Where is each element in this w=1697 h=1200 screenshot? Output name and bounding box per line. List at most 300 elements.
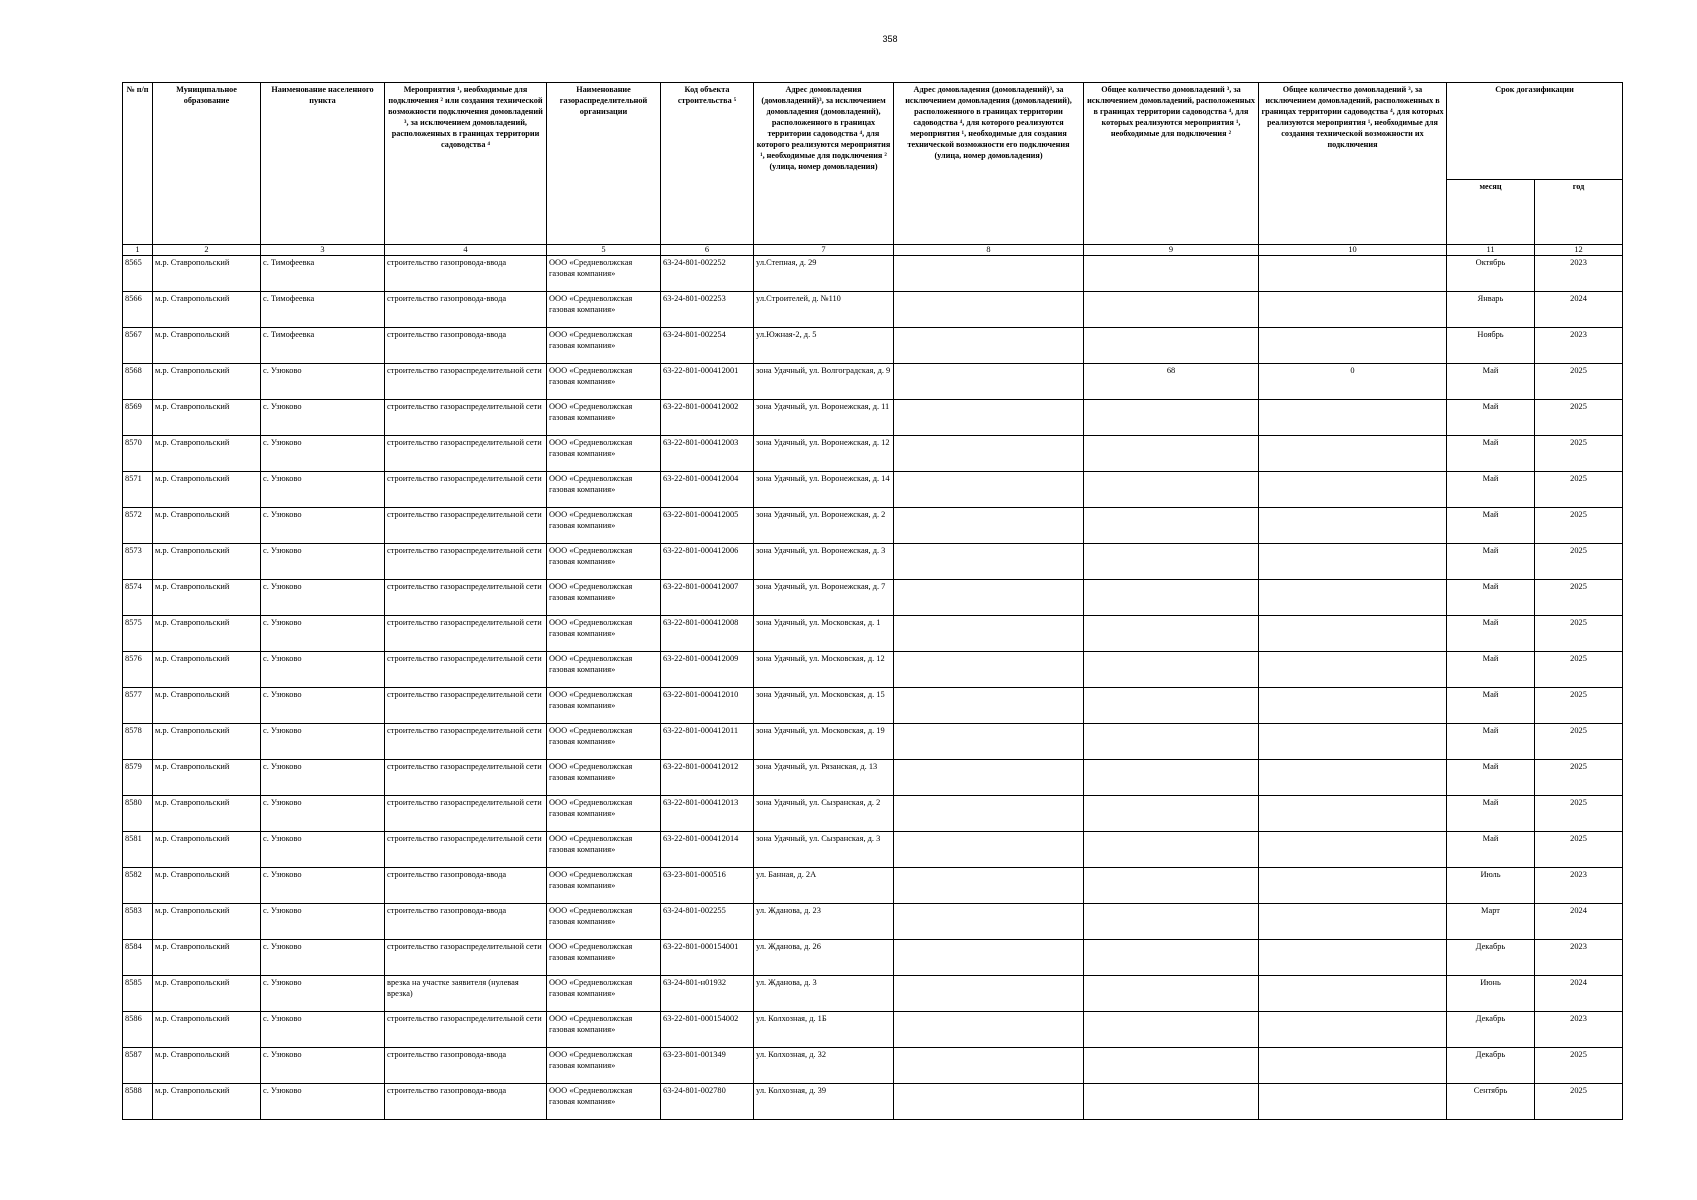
organization-cell: ООО «Средневолжская газовая компания» (547, 868, 661, 904)
count-connection-cell (1084, 688, 1259, 724)
header-object-code: Код объекта строительства ⁵ (661, 83, 754, 245)
organization-cell: ООО «Средневолжская газовая компания» (547, 508, 661, 544)
header-count-capability: Общее количество домовладений ³, за исключением домовладений, расположенных в границах территории садоводства ⁴, для которых реализуются мероприятия ¹, необходимые для создания технической возможности их подключения (1259, 83, 1447, 245)
month-cell: Январь (1447, 292, 1535, 328)
address2-cell (894, 292, 1084, 328)
object-code-cell: 63-22-801-000412010 (661, 688, 754, 724)
address2-cell (894, 436, 1084, 472)
table-row (123, 868, 1623, 904)
row-number: 8577 (123, 688, 153, 724)
address-cell: ул. Жданова, д. 23 (754, 904, 894, 940)
column-number: 3 (261, 245, 385, 256)
month-cell: Май (1447, 436, 1535, 472)
municipality-cell: м.р. Ставропольский (153, 724, 261, 760)
year-cell: 2023 (1535, 1012, 1623, 1048)
object-code-cell: 63-22-801-000154001 (661, 940, 754, 976)
event-cell: строительство газопровода-ввода (385, 1048, 547, 1084)
settlement-cell: с. Узюково (261, 760, 385, 796)
object-code-cell: 63-22-801-000154002 (661, 1012, 754, 1048)
row-number: 8588 (123, 1084, 153, 1120)
count-connection-cell (1084, 1084, 1259, 1120)
address2-cell (894, 508, 1084, 544)
organization-cell: ООО «Средневолжская газовая компания» (547, 940, 661, 976)
settlement-cell: с. Узюково (261, 940, 385, 976)
organization-cell: ООО «Средневолжская газовая компания» (547, 472, 661, 508)
header-organization: Наименование газораспределительной организации (547, 83, 661, 245)
address2-cell (894, 796, 1084, 832)
address2-cell (894, 832, 1084, 868)
row-number: 8567 (123, 328, 153, 364)
count-connection-cell (1084, 616, 1259, 652)
settlement-cell: с. Тимофеевка (261, 256, 385, 292)
event-cell: строительство газораспределительной сети (385, 832, 547, 868)
event-cell: врезка на участке заявителя (нулевая врезка) (385, 976, 547, 1012)
count-capability-cell (1259, 652, 1447, 688)
municipality-cell: м.р. Ставропольский (153, 364, 261, 400)
municipality-cell: м.р. Ставропольский (153, 544, 261, 580)
header-month: месяц (1447, 180, 1535, 245)
month-cell: Ноябрь (1447, 328, 1535, 364)
organization-cell: ООО «Средневолжская газовая компания» (547, 436, 661, 472)
municipality-cell: м.р. Ставропольский (153, 940, 261, 976)
year-cell: 2025 (1535, 652, 1623, 688)
row-number: 8580 (123, 796, 153, 832)
column-number: 5 (547, 245, 661, 256)
table-row (123, 652, 1623, 688)
count-connection-cell (1084, 940, 1259, 976)
year-cell: 2023 (1535, 256, 1623, 292)
organization-cell: ООО «Средневолжская газовая компания» (547, 616, 661, 652)
year-cell: 2025 (1535, 1084, 1623, 1120)
count-capability-cell (1259, 1012, 1447, 1048)
count-connection-cell (1084, 508, 1259, 544)
event-cell: строительство газораспределительной сети (385, 364, 547, 400)
event-cell: строительство газораспределительной сети (385, 508, 547, 544)
event-cell: строительство газораспределительной сети (385, 688, 547, 724)
count-connection-cell (1084, 292, 1259, 328)
settlement-cell: с. Тимофеевка (261, 292, 385, 328)
municipality-cell: м.р. Ставропольский (153, 796, 261, 832)
event-cell: строительство газораспределительной сети (385, 616, 547, 652)
count-connection-cell (1084, 904, 1259, 940)
settlement-cell: с. Узюково (261, 1048, 385, 1084)
year-cell: 2025 (1535, 1048, 1623, 1084)
month-cell: Май (1447, 688, 1535, 724)
header-year: год (1535, 180, 1623, 245)
object-code-cell: 63-22-801-000412011 (661, 724, 754, 760)
object-code-cell: 63-24-801-002255 (661, 904, 754, 940)
table-row (123, 580, 1623, 616)
address-cell: ул. Колхозная, д. 32 (754, 1048, 894, 1084)
event-cell: строительство газопровода-ввода (385, 256, 547, 292)
address-cell: зона Удачный, ул. Сызранская, д. 3 (754, 832, 894, 868)
table-row (123, 1012, 1623, 1048)
settlement-cell: с. Узюково (261, 832, 385, 868)
address2-cell (894, 328, 1084, 364)
municipality-cell: м.р. Ставропольский (153, 760, 261, 796)
organization-cell: ООО «Средневолжская газовая компания» (547, 832, 661, 868)
settlement-cell: с. Узюково (261, 508, 385, 544)
column-number: 1 (123, 245, 153, 256)
organization-cell: ООО «Средневолжская газовая компания» (547, 580, 661, 616)
count-connection-cell (1084, 796, 1259, 832)
table-row (123, 400, 1623, 436)
address-cell: зона Удачный, ул. Воронежская, д. 3 (754, 544, 894, 580)
municipality-cell: м.р. Ставропольский (153, 688, 261, 724)
year-cell: 2025 (1535, 508, 1623, 544)
address-cell: зона Удачный, ул. Сызранская, д. 2 (754, 796, 894, 832)
row-number: 8573 (123, 544, 153, 580)
municipality-cell: м.р. Ставропольский (153, 292, 261, 328)
table-row (123, 328, 1623, 364)
object-code-cell: 63-22-801-000412005 (661, 508, 754, 544)
year-cell: 2025 (1535, 364, 1623, 400)
count-connection-cell (1084, 328, 1259, 364)
object-code-cell: 63-22-801-000412001 (661, 364, 754, 400)
object-code-cell: 63-24-801-002252 (661, 256, 754, 292)
count-capability-cell (1259, 760, 1447, 796)
page-number: 358 (882, 34, 898, 44)
address2-cell (894, 760, 1084, 796)
table-body (123, 256, 1623, 1120)
count-connection-cell (1084, 1012, 1259, 1048)
count-connection-cell (1084, 652, 1259, 688)
row-number: 8571 (123, 472, 153, 508)
organization-cell: ООО «Средневолжская газовая компания» (547, 976, 661, 1012)
row-number: 8583 (123, 904, 153, 940)
table-row (123, 544, 1623, 580)
row-number: 8585 (123, 976, 153, 1012)
object-code-cell: 63-22-801-000412013 (661, 796, 754, 832)
row-number: 8586 (123, 1012, 153, 1048)
municipality-cell: м.р. Ставропольский (153, 328, 261, 364)
header-deadline: Срок догазификации (1447, 83, 1623, 180)
month-cell: Май (1447, 544, 1535, 580)
municipality-cell: м.р. Ставропольский (153, 1012, 261, 1048)
count-capability-cell (1259, 832, 1447, 868)
count-capability-cell (1259, 580, 1447, 616)
settlement-cell: с. Узюково (261, 580, 385, 616)
object-code-cell: 63-24-801-002780 (661, 1084, 754, 1120)
event-cell: строительство газораспределительной сети (385, 544, 547, 580)
organization-cell: ООО «Средневолжская газовая компания» (547, 724, 661, 760)
object-code-cell: 63-22-801-000412004 (661, 472, 754, 508)
header-address-capability: Адрес домовладения (домовладений)³, за исключением домовладения (домовладений), расположенного в границах территории садоводства ⁴, для которого реализуются мероприятия ¹, необходимые для создания технической возможности его подключения (улица, номер домовладения) (894, 83, 1084, 245)
event-cell: строительство газопровода-ввода (385, 868, 547, 904)
address-cell: зона Удачный, ул. Московская, д. 19 (754, 724, 894, 760)
object-code-cell: 63-24-801-н01932 (661, 976, 754, 1012)
event-cell: строительство газопровода-ввода (385, 292, 547, 328)
address-cell: зона Удачный, ул. Московская, д. 12 (754, 652, 894, 688)
object-code-cell: 63-22-801-000412006 (661, 544, 754, 580)
column-number: 7 (754, 245, 894, 256)
count-capability-cell (1259, 544, 1447, 580)
settlement-cell: с. Узюково (261, 724, 385, 760)
organization-cell: ООО «Средневолжская газовая компания» (547, 1012, 661, 1048)
row-number: 8574 (123, 580, 153, 616)
header-settlement: Наименование населенного пункта (261, 83, 385, 245)
event-cell: строительство газораспределительной сети (385, 760, 547, 796)
municipality-cell: м.р. Ставропольский (153, 868, 261, 904)
address-cell: зона Удачный, ул. Волгоградская, д. 9 (754, 364, 894, 400)
row-number: 8570 (123, 436, 153, 472)
table-row (123, 364, 1623, 400)
address2-cell (894, 652, 1084, 688)
year-cell: 2023 (1535, 868, 1623, 904)
count-capability-cell (1259, 436, 1447, 472)
table-row (123, 688, 1623, 724)
address2-cell (894, 400, 1084, 436)
year-cell: 2025 (1535, 400, 1623, 436)
year-cell: 2023 (1535, 940, 1623, 976)
column-number: 10 (1259, 245, 1447, 256)
settlement-cell: с. Узюково (261, 652, 385, 688)
month-cell: Декабрь (1447, 1012, 1535, 1048)
year-cell: 2024 (1535, 976, 1623, 1012)
month-cell: Май (1447, 400, 1535, 436)
object-code-cell: 63-23-801-001349 (661, 1048, 754, 1084)
event-cell: строительство газораспределительной сети (385, 724, 547, 760)
month-cell: Май (1447, 652, 1535, 688)
organization-cell: ООО «Средневолжская газовая компания» (547, 1084, 661, 1120)
address2-cell (894, 472, 1084, 508)
month-cell: Май (1447, 724, 1535, 760)
count-capability-cell (1259, 868, 1447, 904)
organization-cell: ООО «Средневолжская газовая компания» (547, 1048, 661, 1084)
address-cell: зона Удачный, ул. Рязанская, д. 13 (754, 760, 894, 796)
count-capability-cell (1259, 400, 1447, 436)
month-cell: Май (1447, 796, 1535, 832)
month-cell: Июнь (1447, 976, 1535, 1012)
settlement-cell: с. Узюково (261, 544, 385, 580)
row-number: 8576 (123, 652, 153, 688)
year-cell: 2025 (1535, 544, 1623, 580)
row-number: 8578 (123, 724, 153, 760)
object-code-cell: 63-22-801-000412012 (661, 760, 754, 796)
table-row (123, 760, 1623, 796)
municipality-cell: м.р. Ставропольский (153, 904, 261, 940)
header-address-connection: Адрес домовладения (домовладений)³, за исключением домовладения (домовладений), расположенного в границах территории садоводства ⁴, для которого реализуются мероприятия ¹, необходимые для подключения ² (улица, номер домовладения) (754, 83, 894, 245)
table-row (123, 940, 1623, 976)
month-cell: Октябрь (1447, 256, 1535, 292)
count-capability-cell (1259, 940, 1447, 976)
month-cell: Май (1447, 580, 1535, 616)
year-cell: 2024 (1535, 904, 1623, 940)
month-cell: Май (1447, 616, 1535, 652)
count-connection-cell (1084, 436, 1259, 472)
settlement-cell: с. Узюково (261, 688, 385, 724)
month-cell: Июль (1447, 868, 1535, 904)
count-connection-cell (1084, 760, 1259, 796)
row-number: 8568 (123, 364, 153, 400)
settlement-cell: с. Узюково (261, 616, 385, 652)
row-number: 8581 (123, 832, 153, 868)
object-code-cell: 63-22-801-000412002 (661, 400, 754, 436)
municipality-cell: м.р. Ставропольский (153, 436, 261, 472)
year-cell: 2025 (1535, 724, 1623, 760)
gasification-table (122, 82, 1623, 1120)
settlement-cell: с. Узюково (261, 1084, 385, 1120)
municipality-cell: м.р. Ставропольский (153, 976, 261, 1012)
count-capability-cell (1259, 796, 1447, 832)
address2-cell (894, 724, 1084, 760)
event-cell: строительство газопровода-ввода (385, 1084, 547, 1120)
year-cell: 2025 (1535, 796, 1623, 832)
settlement-cell: с. Узюково (261, 796, 385, 832)
month-cell: Май (1447, 472, 1535, 508)
table-row (123, 976, 1623, 1012)
month-cell: Март (1447, 904, 1535, 940)
count-capability-cell (1259, 688, 1447, 724)
row-number: 8587 (123, 1048, 153, 1084)
address2-cell (894, 976, 1084, 1012)
year-cell: 2025 (1535, 436, 1623, 472)
year-cell: 2025 (1535, 688, 1623, 724)
table-row (123, 904, 1623, 940)
year-cell: 2023 (1535, 328, 1623, 364)
organization-cell: ООО «Средневолжская газовая компания» (547, 364, 661, 400)
column-number: 2 (153, 245, 261, 256)
year-cell: 2025 (1535, 580, 1623, 616)
address2-cell (894, 940, 1084, 976)
address-cell: зона Удачный, ул. Воронежская, д. 14 (754, 472, 894, 508)
event-cell: строительство газораспределительной сети (385, 1012, 547, 1048)
count-capability-cell (1259, 1084, 1447, 1120)
column-number: 9 (1084, 245, 1259, 256)
address-cell: ул. Колхозная, д. 1Б (754, 1012, 894, 1048)
organization-cell: ООО «Средневолжская газовая компания» (547, 796, 661, 832)
event-cell: строительство газораспределительной сети (385, 436, 547, 472)
count-capability-cell (1259, 976, 1447, 1012)
address-cell: ул. Жданова, д. 3 (754, 976, 894, 1012)
column-numbers-row (123, 245, 1623, 256)
year-cell: 2025 (1535, 472, 1623, 508)
address-cell: ул.Степная, д. 29 (754, 256, 894, 292)
address2-cell (894, 904, 1084, 940)
event-cell: строительство газораспределительной сети (385, 580, 547, 616)
column-number: 8 (894, 245, 1084, 256)
address-cell: ул. Колхозная, д. 39 (754, 1084, 894, 1120)
address2-cell (894, 1048, 1084, 1084)
month-cell: Май (1447, 508, 1535, 544)
count-connection-cell (1084, 400, 1259, 436)
column-number: 12 (1535, 245, 1623, 256)
organization-cell: ООО «Средневолжская газовая компания» (547, 256, 661, 292)
row-number: 8566 (123, 292, 153, 328)
month-cell: Декабрь (1447, 940, 1535, 976)
organization-cell: ООО «Средневолжская газовая компания» (547, 652, 661, 688)
count-capability-cell (1259, 904, 1447, 940)
event-cell: строительство газопровода-ввода (385, 904, 547, 940)
month-cell: Май (1447, 364, 1535, 400)
table-row (123, 472, 1623, 508)
event-cell: строительство газораспределительной сети (385, 400, 547, 436)
municipality-cell: м.р. Ставропольский (153, 832, 261, 868)
address-cell: зона Удачный, ул. Московская, д. 15 (754, 688, 894, 724)
event-cell: строительство газораспределительной сети (385, 472, 547, 508)
count-connection-cell (1084, 976, 1259, 1012)
address-cell: ул.Строителей, д. №110 (754, 292, 894, 328)
row-number: 8579 (123, 760, 153, 796)
address-cell: зона Удачный, ул. Московская, д. 1 (754, 616, 894, 652)
object-code-cell: 63-22-801-000412007 (661, 580, 754, 616)
header-municipality: Муниципальное образование (153, 83, 261, 245)
organization-cell: ООО «Средневолжская газовая компания» (547, 292, 661, 328)
object-code-cell: 63-22-801-000412014 (661, 832, 754, 868)
table-row (123, 1048, 1623, 1084)
settlement-cell: с. Узюково (261, 472, 385, 508)
count-capability-cell (1259, 616, 1447, 652)
count-capability-cell (1259, 508, 1447, 544)
event-cell: строительство газораспределительной сети (385, 940, 547, 976)
municipality-cell: м.р. Ставропольский (153, 472, 261, 508)
address-cell: зона Удачный, ул. Воронежская, д. 7 (754, 580, 894, 616)
table-row (123, 436, 1623, 472)
organization-cell: ООО «Средневолжская газовая компания» (547, 688, 661, 724)
address2-cell (894, 1012, 1084, 1048)
municipality-cell: м.р. Ставропольский (153, 400, 261, 436)
row-number: 8572 (123, 508, 153, 544)
settlement-cell: с. Тимофеевка (261, 328, 385, 364)
count-connection-cell (1084, 256, 1259, 292)
municipality-cell: м.р. Ставропольский (153, 652, 261, 688)
month-cell: Декабрь (1447, 1048, 1535, 1084)
municipality-cell: м.р. Ставропольский (153, 580, 261, 616)
settlement-cell: с. Узюково (261, 868, 385, 904)
table-row (123, 832, 1623, 868)
address-cell: ул. Банная, д. 2А (754, 868, 894, 904)
month-cell: Май (1447, 832, 1535, 868)
municipality-cell: м.р. Ставропольский (153, 616, 261, 652)
address2-cell (894, 616, 1084, 652)
count-connection-cell: 68 (1084, 364, 1259, 400)
count-capability-cell: 0 (1259, 364, 1447, 400)
settlement-cell: с. Узюково (261, 400, 385, 436)
count-connection-cell (1084, 580, 1259, 616)
municipality-cell: м.р. Ставропольский (153, 508, 261, 544)
settlement-cell: с. Узюково (261, 436, 385, 472)
address2-cell (894, 1084, 1084, 1120)
municipality-cell: м.р. Ставропольский (153, 256, 261, 292)
table-row (123, 256, 1623, 292)
year-cell: 2025 (1535, 832, 1623, 868)
count-capability-cell (1259, 328, 1447, 364)
organization-cell: ООО «Средневолжская газовая компания» (547, 400, 661, 436)
settlement-cell: с. Узюково (261, 904, 385, 940)
address2-cell (894, 544, 1084, 580)
month-cell: Май (1447, 760, 1535, 796)
organization-cell: ООО «Средневолжская газовая компания» (547, 544, 661, 580)
table-row (123, 1084, 1623, 1120)
row-number: 8575 (123, 616, 153, 652)
event-cell: строительство газопровода-ввода (385, 328, 547, 364)
address-cell: зона Удачный, ул. Воронежская, д. 11 (754, 400, 894, 436)
column-number: 11 (1447, 245, 1535, 256)
count-capability-cell (1259, 472, 1447, 508)
row-number: 8569 (123, 400, 153, 436)
municipality-cell: м.р. Ставропольский (153, 1084, 261, 1120)
count-connection-cell (1084, 724, 1259, 760)
object-code-cell: 63-22-801-000412003 (661, 436, 754, 472)
table-row (123, 724, 1623, 760)
object-code-cell: 63-22-801-000412008 (661, 616, 754, 652)
count-capability-cell (1259, 256, 1447, 292)
count-connection-cell (1084, 1048, 1259, 1084)
column-number: 6 (661, 245, 754, 256)
month-cell: Сентябрь (1447, 1084, 1535, 1120)
address2-cell (894, 868, 1084, 904)
settlement-cell: с. Узюково (261, 364, 385, 400)
